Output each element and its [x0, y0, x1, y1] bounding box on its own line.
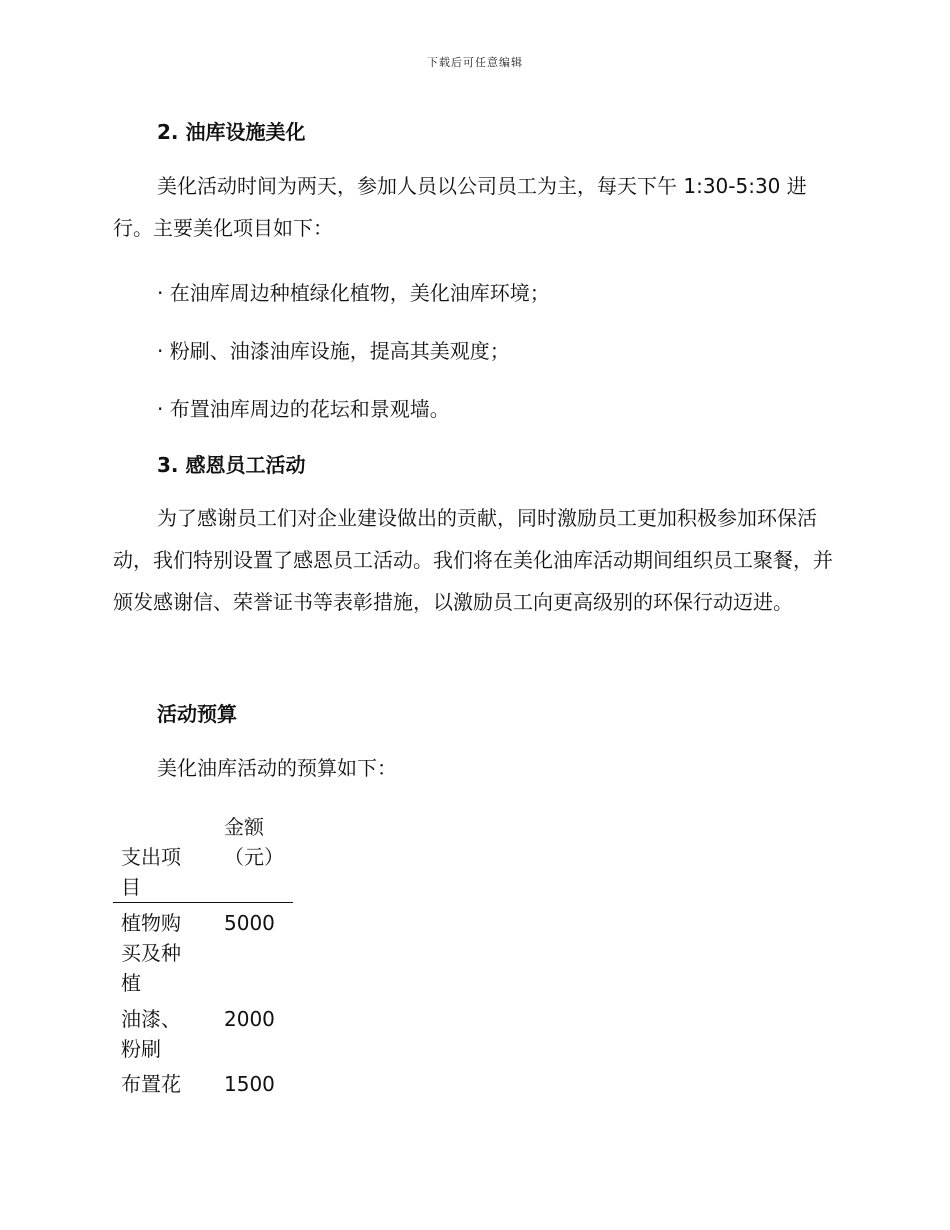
- page-header: 下载后可任意编辑: [427, 56, 523, 69]
- budget-title: 活动预算: [157, 702, 237, 726]
- bullet-item-2: · 粉刷、油漆油库设施，提高其美观度；: [157, 339, 510, 363]
- table-row-2-item: 油漆、粉刷: [121, 1007, 181, 1061]
- table-row-3-amount: 1500: [224, 1072, 275, 1096]
- table-row-1-amount: 5000: [224, 911, 275, 935]
- section-3-body: 为了感谢员工们对企业建设做出的贡献，同时激励员工更加积极参加环保活动，我们特别设置了感恩员工活动。我们将在美化油库活动期间组织员工聚餐，并颁发感谢信、荣誉证书等表彰措施，以激励员工向更高级别的环保行动迈进。: [113, 506, 833, 614]
- table-header-amount: 金额（元）: [224, 815, 284, 869]
- table-row-3-item: 布置花: [121, 1072, 181, 1096]
- table-header-item: 支出项目: [121, 845, 181, 899]
- section-2-title: 2. 油库设施美化: [157, 120, 306, 144]
- section-2-intro: 美化活动时间为两天，参加人员以公司员工为主，每天下午 1:30-5:30 进行。主要美化项目如下：: [113, 174, 807, 240]
- table-row-2-amount: 2000: [224, 1007, 275, 1031]
- budget-intro: 美化油库活动的预算如下：: [157, 756, 397, 780]
- bullet-item-3: · 布置油库周边的花坛和景观墙。: [157, 397, 450, 421]
- table-header-rule: [113, 902, 293, 903]
- bullet-item-1: · 在油库周边种植绿化植物，美化油库环境；: [157, 281, 550, 305]
- table-row-1-item: 植物购买及种植: [121, 911, 181, 995]
- section-3-title: 3. 感恩员工活动: [157, 453, 306, 477]
